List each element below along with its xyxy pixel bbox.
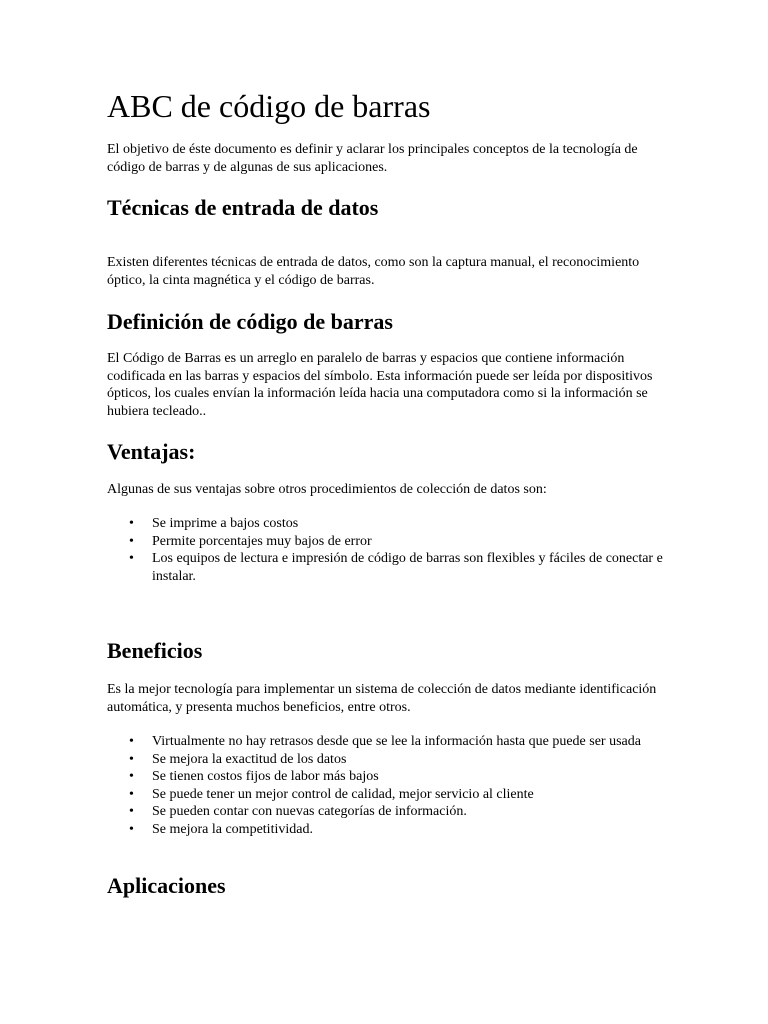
list-item: • Se imprime a bajos costos [107, 515, 667, 533]
section-heading-definicion: Definición de código de barras [107, 309, 393, 334]
section-paragraph-definicion: El Código de Barras es un arreglo en paralelo de barras y espacios que contiene información codificada en las barras y espacios del símbolo. Esta información puede ser leída por dispositivos ópticos, los cuales envían la información leída hacia una computadora como si la información se hubiera tecleado.. [107, 351, 653, 419]
section-heading-aplicaciones: Aplicaciones [107, 873, 226, 898]
section-paragraph-beneficios: Es la mejor tecnología para implementar un sistema de colección de datos mediante identificación automática, y presenta muchos beneficios, entre otros. [107, 682, 657, 715]
intro-paragraph: El objetivo de éste documento es definir y aclarar los principales conceptos de la tecnología de código de barras y de algunas de sus aplicaciones. [107, 142, 638, 175]
list-item: • Se pueden contar con nuevas categorías de información. [107, 803, 667, 821]
list-item: • Se tienen costos fijos de labor más bajos [107, 768, 667, 786]
ventajas-list [107, 515, 667, 585]
list-item: • Virtualmente no hay retrasos desde que se lee la información hasta que puede ser usada [107, 733, 667, 751]
list-item: • Se mejora la exactitud de los datos [107, 751, 667, 769]
section-paragraph-tecnicas: Existen diferentes técnicas de entrada de datos, como son la captura manual, el reconocimiento óptico, la cinta magnética y el código de barras. [107, 255, 640, 288]
section-paragraph-ventajas: Algunas de sus ventajas sobre otros procedimientos de colección de datos son: [107, 482, 547, 497]
section-heading-beneficios: Beneficios [107, 638, 203, 663]
section-heading-tecnicas: Técnicas de entrada de datos [107, 195, 379, 220]
list-item: • Permite porcentajes muy bajos de error [107, 533, 667, 551]
beneficios-list [107, 733, 667, 838]
section-heading-ventajas: Ventajas: [107, 439, 196, 464]
list-item: • Se puede tener un mejor control de calidad, mejor servicio al cliente [107, 786, 667, 804]
document-title: ABC de código de barras [107, 88, 431, 124]
list-item: • Los equipos de lectura e impresión de código de barras son flexibles y fáciles de conectar e instalar. [107, 550, 667, 585]
list-item: • Se mejora la competitividad. [107, 821, 667, 839]
